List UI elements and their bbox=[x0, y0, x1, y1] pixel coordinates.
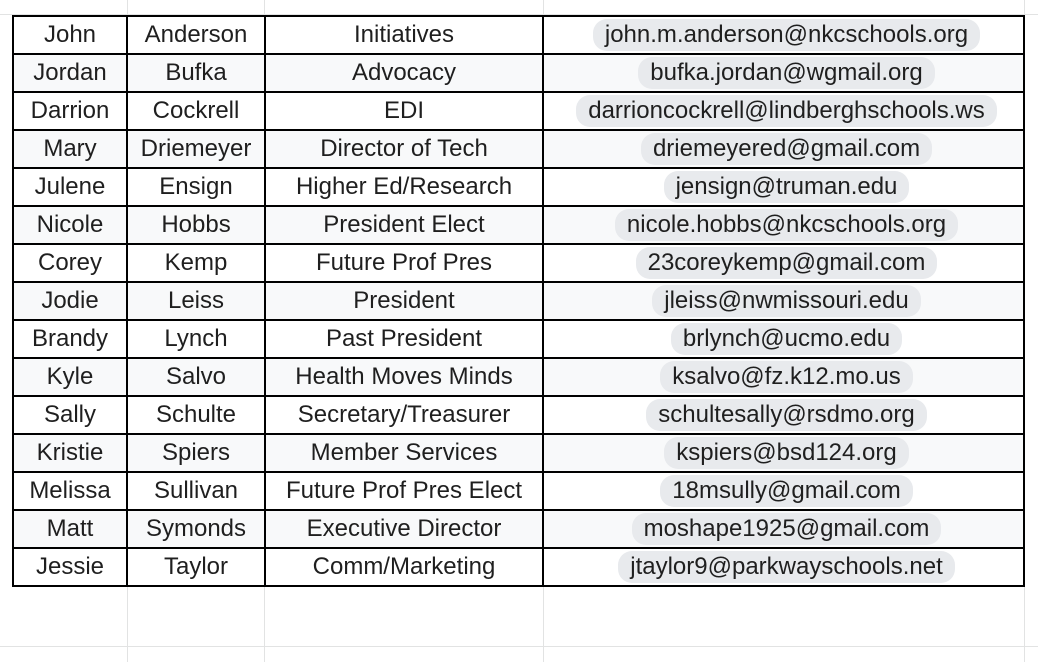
last-name-cell[interactable]: Hobbs bbox=[127, 206, 265, 244]
email-cell[interactable] bbox=[543, 472, 1024, 510]
last-name-cell[interactable]: Taylor bbox=[127, 548, 265, 586]
last-name-cell[interactable]: Cockrell bbox=[127, 92, 265, 130]
email-chip[interactable]: john.m.anderson@nkcschools.org bbox=[593, 19, 980, 51]
last-name-cell[interactable]: Ensign bbox=[127, 168, 265, 206]
role-cell[interactable]: Past President bbox=[265, 320, 543, 358]
email-chip[interactable]: kspiers@bsd124.org bbox=[664, 437, 908, 469]
role-cell[interactable]: Future Prof Pres bbox=[265, 244, 543, 282]
table-row bbox=[13, 548, 1024, 586]
role-cell[interactable]: Health Moves Minds bbox=[265, 358, 543, 396]
last-name-cell[interactable]: Sullivan bbox=[127, 472, 265, 510]
table-row bbox=[13, 396, 1024, 434]
first-name-cell[interactable]: Melissa bbox=[13, 472, 127, 510]
email-chip[interactable]: brlynch@ucmo.edu bbox=[671, 323, 902, 355]
email-chip[interactable]: bufka.jordan@wgmail.org bbox=[638, 57, 935, 89]
last-name-cell[interactable]: Leiss bbox=[127, 282, 265, 320]
email-chip[interactable]: 23coreykemp@gmail.com bbox=[636, 247, 938, 279]
table-row bbox=[13, 320, 1024, 358]
first-name-cell[interactable]: Kyle bbox=[13, 358, 127, 396]
role-cell[interactable]: Advocacy bbox=[265, 54, 543, 92]
first-name-cell[interactable]: Jessie bbox=[13, 548, 127, 586]
table-row bbox=[13, 54, 1024, 92]
role-cell[interactable]: Director of Tech bbox=[265, 130, 543, 168]
email-cell[interactable] bbox=[543, 92, 1024, 130]
first-name-cell[interactable]: Darrion bbox=[13, 92, 127, 130]
first-name-cell[interactable]: Jodie bbox=[13, 282, 127, 320]
email-cell[interactable] bbox=[543, 282, 1024, 320]
table-row bbox=[13, 510, 1024, 548]
email-chip[interactable]: moshape1925@gmail.com bbox=[632, 513, 942, 545]
role-cell[interactable]: President bbox=[265, 282, 543, 320]
role-cell[interactable]: Higher Ed/Research bbox=[265, 168, 543, 206]
first-name-cell[interactable]: Nicole bbox=[13, 206, 127, 244]
last-name-cell[interactable]: Bufka bbox=[127, 54, 265, 92]
last-name-cell[interactable]: Symonds bbox=[127, 510, 265, 548]
email-chip[interactable]: darrioncockrell@lindberghschools.ws bbox=[576, 95, 997, 127]
last-name-cell[interactable]: Driemeyer bbox=[127, 130, 265, 168]
first-name-cell[interactable]: John bbox=[13, 16, 127, 54]
table-row bbox=[13, 434, 1024, 472]
first-name-cell[interactable]: Kristie bbox=[13, 434, 127, 472]
role-cell[interactable]: EDI bbox=[265, 92, 543, 130]
role-cell[interactable]: Comm/Marketing bbox=[265, 548, 543, 586]
email-cell[interactable] bbox=[543, 358, 1024, 396]
table-row bbox=[13, 16, 1024, 54]
email-chip[interactable]: ksalvo@fz.k12.mo.us bbox=[660, 361, 912, 393]
email-cell[interactable] bbox=[543, 206, 1024, 244]
email-cell[interactable] bbox=[543, 54, 1024, 92]
email-cell[interactable] bbox=[543, 168, 1024, 206]
first-name-cell[interactable]: Sally bbox=[13, 396, 127, 434]
role-cell[interactable]: Member Services bbox=[265, 434, 543, 472]
email-chip[interactable]: jtaylor9@parkwayschools.net bbox=[618, 551, 955, 583]
email-cell[interactable] bbox=[543, 320, 1024, 358]
email-cell[interactable] bbox=[543, 396, 1024, 434]
role-cell[interactable]: Future Prof Pres Elect bbox=[265, 472, 543, 510]
table-row bbox=[13, 130, 1024, 168]
email-chip[interactable]: driemeyered@gmail.com bbox=[641, 133, 932, 165]
email-chip[interactable]: 18msully@gmail.com bbox=[660, 475, 912, 507]
first-name-cell[interactable]: Jordan bbox=[13, 54, 127, 92]
email-cell[interactable] bbox=[543, 510, 1024, 548]
table-row bbox=[13, 358, 1024, 396]
table-row bbox=[13, 282, 1024, 320]
last-name-cell[interactable]: Lynch bbox=[127, 320, 265, 358]
first-name-cell[interactable]: Matt bbox=[13, 510, 127, 548]
last-name-cell[interactable]: Schulte bbox=[127, 396, 265, 434]
email-chip[interactable]: nicole.hobbs@nkcschools.org bbox=[615, 209, 958, 241]
role-cell[interactable]: Executive Director bbox=[265, 510, 543, 548]
table-row bbox=[13, 244, 1024, 282]
first-name-cell[interactable]: Corey bbox=[13, 244, 127, 282]
email-cell[interactable] bbox=[543, 548, 1024, 586]
table-row bbox=[13, 206, 1024, 244]
first-name-cell[interactable]: Julene bbox=[13, 168, 127, 206]
email-cell[interactable] bbox=[543, 130, 1024, 168]
table-row bbox=[13, 92, 1024, 130]
contacts-table bbox=[12, 15, 1025, 587]
email-chip[interactable]: schultesally@rsdmo.org bbox=[646, 399, 926, 431]
email-chip[interactable]: jensign@truman.edu bbox=[664, 171, 910, 203]
email-cell[interactable] bbox=[543, 16, 1024, 54]
last-name-cell[interactable]: Kemp bbox=[127, 244, 265, 282]
table-row bbox=[13, 472, 1024, 510]
email-chip[interactable]: jleiss@nwmissouri.edu bbox=[652, 285, 920, 317]
last-name-cell[interactable]: Spiers bbox=[127, 434, 265, 472]
role-cell[interactable]: Initiatives bbox=[265, 16, 543, 54]
role-cell[interactable]: President Elect bbox=[265, 206, 543, 244]
last-name-cell[interactable]: Anderson bbox=[127, 16, 265, 54]
first-name-cell[interactable]: Mary bbox=[13, 130, 127, 168]
email-cell[interactable] bbox=[543, 434, 1024, 472]
email-cell[interactable] bbox=[543, 244, 1024, 282]
first-name-cell[interactable]: Brandy bbox=[13, 320, 127, 358]
last-name-cell[interactable]: Salvo bbox=[127, 358, 265, 396]
role-cell[interactable]: Secretary/Treasurer bbox=[265, 396, 543, 434]
table-row bbox=[13, 168, 1024, 206]
